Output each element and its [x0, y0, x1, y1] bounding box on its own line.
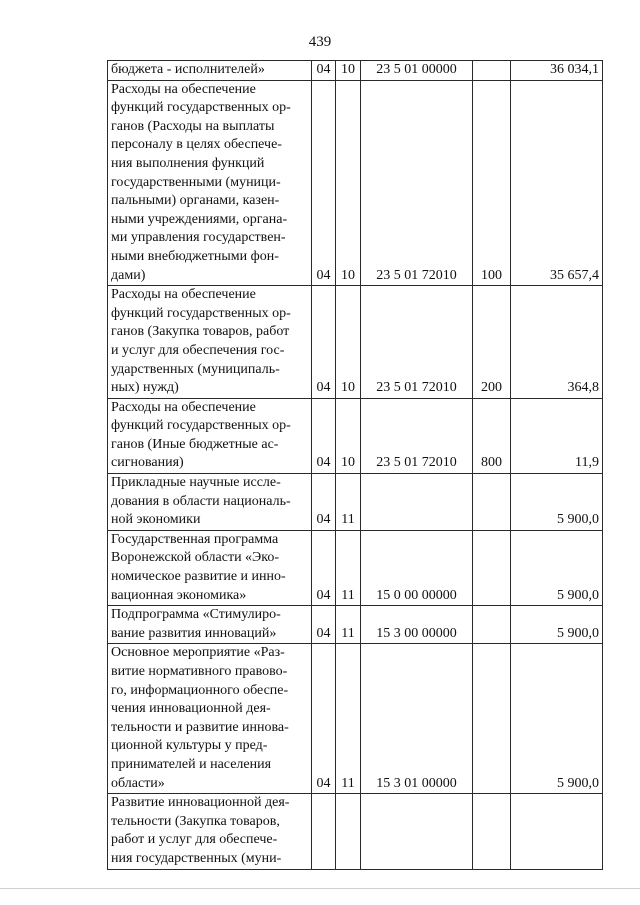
row-description: бюджета - исполнителей»: [108, 61, 312, 81]
row-target-article-code: 23 5 01 72010: [361, 80, 473, 286]
row-target-article-code: 23 5 01 00000: [361, 61, 473, 81]
row-description: Расходы на обеспечение функций государственных ор- ганов (Расходы на выплаты персоналу в целях обеспече- ния выполнения функций государственными (муници- пальными) органами, казен- ными учреждениями, органа- ми управления государствен- ными внебюджетными фон- дами): [108, 80, 312, 286]
table-row: [108, 474, 603, 531]
row-expense-type-code: 800: [473, 398, 511, 473]
table-row: [108, 644, 603, 794]
budget-table: [107, 60, 603, 870]
row-expense-type-code: [473, 644, 511, 794]
row-subsection-code: 10: [336, 80, 361, 286]
row-description: Расходы на обеспечение функций государственных ор- ганов (Иные бюджетные ас- сигнования): [108, 398, 312, 473]
row-target-article-code: [361, 794, 473, 869]
row-amount: 5 900,0: [511, 606, 603, 644]
row-subsection-code: 10: [336, 286, 361, 399]
row-section-code: 04: [312, 644, 336, 794]
row-expense-type-code: [473, 61, 511, 81]
row-target-article-code: 23 5 01 72010: [361, 398, 473, 473]
table-row: [108, 530, 603, 605]
row-subsection-code: [336, 794, 361, 869]
row-amount: 11,9: [511, 398, 603, 473]
row-section-code: 04: [312, 474, 336, 531]
row-section-code: [312, 794, 336, 869]
row-description: Основное мероприятие «Раз- витие нормативного правово- го, информационного обеспе- чения инновационной дея- тельности и развитие иннова- ционной культуры у пред- принимателей и населения области»: [108, 644, 312, 794]
row-subsection-code: 10: [336, 398, 361, 473]
row-section-code: 04: [312, 606, 336, 644]
row-section-code: 04: [312, 398, 336, 473]
row-subsection-code: 10: [336, 61, 361, 81]
table-row: [108, 606, 603, 644]
row-amount: 364,8: [511, 286, 603, 399]
table-row: [108, 398, 603, 473]
row-target-article-code: 15 0 00 00000: [361, 530, 473, 605]
row-description: Прикладные научные иссле- дования в области националь- ной экономики: [108, 474, 312, 531]
bottom-divider: [0, 888, 640, 889]
row-expense-type-code: 200: [473, 286, 511, 399]
row-target-article-code: 15 3 01 00000: [361, 644, 473, 794]
table-row: [108, 80, 603, 286]
row-target-article-code: 15 3 00 00000: [361, 606, 473, 644]
row-expense-type-code: [473, 530, 511, 605]
row-subsection-code: 11: [336, 644, 361, 794]
table-row: [108, 61, 603, 81]
row-subsection-code: 11: [336, 474, 361, 531]
row-description: Государственная программа Воронежской области «Эко- номическое развитие и инно- вационная экономика»: [108, 530, 312, 605]
row-amount: 36 034,1: [511, 61, 603, 81]
page-number: 439: [308, 34, 332, 50]
row-target-article-code: [361, 474, 473, 531]
row-section-code: 04: [312, 286, 336, 399]
row-expense-type-code: [473, 606, 511, 644]
row-subsection-code: 11: [336, 530, 361, 605]
row-description: Развитие инновационной дея- тельности (Закупка товаров, работ и услуг для обеспече- ния государственных (муни-: [108, 794, 312, 869]
table-row: [108, 286, 603, 399]
row-amount: 5 900,0: [511, 474, 603, 531]
row-amount: 5 900,0: [511, 644, 603, 794]
row-section-code: 04: [312, 530, 336, 605]
row-target-article-code: 23 5 01 72010: [361, 286, 473, 399]
row-amount: [511, 794, 603, 869]
row-description: Подпрограмма «Стимулиро- вание развития инноваций»: [108, 606, 312, 644]
row-subsection-code: 11: [336, 606, 361, 644]
table-row: [108, 794, 603, 869]
row-expense-type-code: 100: [473, 80, 511, 286]
row-section-code: 04: [312, 80, 336, 286]
row-amount: 35 657,4: [511, 80, 603, 286]
row-expense-type-code: [473, 794, 511, 869]
row-amount: 5 900,0: [511, 530, 603, 605]
budget-table-body: [108, 61, 603, 870]
row-expense-type-code: [473, 474, 511, 531]
row-description: Расходы на обеспечение функций государственных ор- ганов (Закупка товаров, работ и услуг для обеспечения гос- ударственных (муниципаль- ных) нужд): [108, 286, 312, 399]
row-section-code: 04: [312, 61, 336, 81]
